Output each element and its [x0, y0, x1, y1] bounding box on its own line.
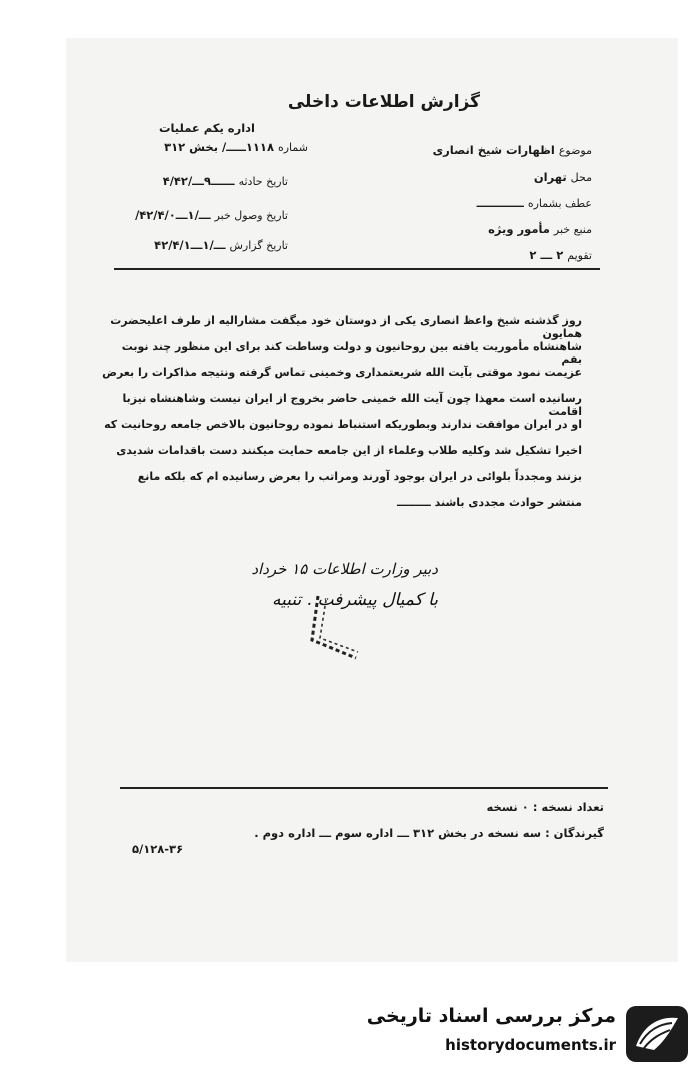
location-field	[534, 170, 592, 184]
center-name: مرکز بررسی اسناد تاریخی	[366, 1005, 616, 1027]
document-title: گزارش اطلاعات داخلی	[287, 92, 480, 112]
receipt-date-value: ـــ/۱ـــ۴۲/۴/۰/	[135, 208, 211, 222]
header-divider	[114, 268, 600, 270]
receipt-date-field	[135, 208, 288, 222]
handwritten-note-line-2: با کمیال پیشرفت . تنبیه	[272, 590, 438, 610]
body-line: بزنند ومجدداً بلوائی در ایران بوجود آورند ومراتب را بعرض رسانیده ام که بلکه مانع	[137, 470, 582, 483]
copies-value: ۰ نسخه	[486, 800, 529, 814]
archive-logo-icon	[626, 1006, 688, 1062]
reference-field	[477, 196, 592, 210]
copies-label: تعداد نسخه :	[532, 800, 604, 814]
source-value: مأمور ویژه	[488, 222, 550, 236]
reference-value: ــــــــــــ	[476, 196, 524, 210]
subject-label: موضوع	[558, 144, 592, 157]
body-line: او در ایران موافقت ندارند وبطوریکه استنباط نموده روحانیون بالاخص جامعه روحانیت که	[104, 418, 582, 431]
receipt-date-label: تاریخ وصول خبر	[214, 209, 288, 222]
report-date-field	[154, 238, 288, 252]
number-value: ۱۱۱۸ـــــ/ بخش ۳۱۲	[164, 140, 274, 154]
number-field	[164, 140, 308, 154]
number-label: شماره	[277, 141, 308, 154]
copies-field	[486, 800, 604, 814]
stamp-corner-mark	[296, 592, 368, 664]
incident-date-label: تاریخ حادثه	[238, 175, 288, 188]
rating-label: تقویم	[567, 249, 592, 262]
body-line: رسانیده است معهذا چون آیت الله خمینی حاضر بخروج از ایران نیست وشاهنشاه نیزبا اقامت	[122, 392, 582, 418]
body-line: عزیمت نمود موقتی بآیت الله شریعتمداری وخمینی تماس گرفته ونتیجه مذاکرات را بعرض	[102, 366, 582, 379]
subject-value: اظهارات شیخ انصاری	[432, 143, 555, 157]
rating-field	[529, 248, 592, 262]
recipients-label: گیرندگان :	[545, 826, 604, 840]
recipients-field	[254, 826, 604, 840]
website-url: historydocuments.ir	[445, 1036, 616, 1054]
body-line: روز گذشته شیخ واعظ انصاری یکی از دوستان خود میگفت مشارالیه از طرف اعلیحضرت همایون	[110, 314, 582, 340]
body-line: منتشر حوادث مجددی باشند ـــــــــ	[396, 496, 582, 509]
body-line: شاهنشاه مأموریت یافته بین روحانیون و دولت وساطت کند برای این منظور چند نوبت بقم	[121, 340, 582, 366]
location-value: تهران	[533, 170, 567, 184]
department-name: اداره یکم عملیات	[158, 121, 255, 135]
location-label: محل	[570, 171, 592, 184]
handwritten-note-line-1: دبیر وزارت اطلاعات ۱۵ خرداد	[251, 560, 438, 578]
incident-date-value: ــــــ۹ـــ/۴/۴۲	[162, 174, 235, 188]
report-date-label: تاریخ گزارش	[229, 239, 288, 252]
incident-date-field	[163, 174, 288, 188]
archive-code: ۵/۱۲۸-۳۶	[132, 842, 184, 856]
report-date-value: ـــ/۱ـــ۴۲/۴/۱	[154, 238, 226, 252]
source-field	[488, 222, 592, 236]
rating-value: ۲ ـــ ۲	[529, 248, 564, 262]
recipients-value: سه نسخه در بخش ۳۱۲ ـــ اداره سوم ـــ اداره دوم .	[254, 826, 542, 840]
body-line: اخیرا تشکیل شد وکلیه طلاب وعلماء از این جامعه حمایت میکنند دست باقدامات شدیدی	[116, 444, 582, 457]
source-label: منبع خبر	[553, 223, 592, 236]
footer-divider	[120, 787, 608, 789]
reference-label: عطف بشماره	[527, 197, 592, 210]
subject-field	[433, 143, 592, 157]
